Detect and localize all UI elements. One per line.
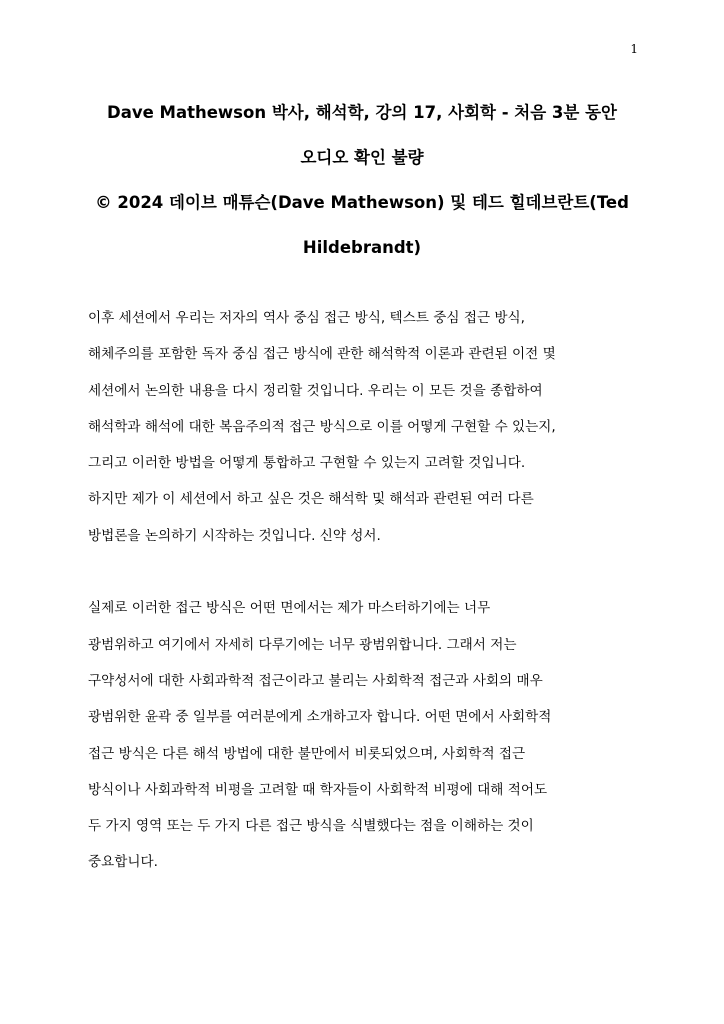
title-line: 오디오 확인 불량 xyxy=(300,148,424,167)
title-line: © 2024 데이브 매튜슨(Dave Mathewson) 및 테드 힐데브란트(Ted xyxy=(95,193,629,212)
page-number: 1 xyxy=(630,42,638,56)
paragraph-gap xyxy=(88,554,648,590)
document-title xyxy=(78,90,646,270)
text-line: 두 가지 영역 또는 두 가지 다른 접근 방식을 식별했다는 점을 이해하는 것이 xyxy=(88,818,534,835)
text-line: 방식이나 사회과학적 비평을 고려할 때 학자들이 사회학적 비평에 대해 적어도 xyxy=(88,781,548,798)
text-line: 중요합니다. xyxy=(88,854,158,871)
text-line: 구약성서에 대한 사회과학적 접근이라고 불리는 사회학적 접근과 사회의 매우 xyxy=(88,672,543,689)
paragraph-2 xyxy=(88,590,648,880)
text-line: 광범위하고 여기에서 자세히 다루기에는 너무 광범위합니다. 그래서 저는 xyxy=(88,636,517,653)
text-line: 해체주의를 포함한 독자 중심 접근 방식에 관한 해석학적 이론과 관련된 이전 몇 xyxy=(88,346,556,363)
text-line: 이후 세션에서 우리는 저자의 역사 중심 접근 방식, 텍스트 중심 접근 방식, xyxy=(88,310,525,326)
title-line: Hildebrandt) xyxy=(302,238,422,257)
text-line: 세션에서 논의한 내용을 다시 정리할 것입니다. 우리는 이 모든 것을 종합하여 xyxy=(88,382,543,399)
text-line: 광범위한 윤곽 중 일부를 여러분에게 소개하고자 합니다. 어떤 면에서 사회학적 xyxy=(88,709,552,726)
text-line: 접근 방식은 다른 해석 방법에 대한 불만에서 비롯되었으며, 사회학적 접근 xyxy=(88,745,526,762)
text-line: 실제로 이러한 접근 방식은 어떤 면에서는 제가 마스터하기에는 너무 xyxy=(88,600,491,617)
text-line: 그리고 이러한 방법을 어떻게 통합하고 구현할 수 있는지 고려할 것입니다. xyxy=(88,455,526,472)
paragraph-1 xyxy=(88,300,648,554)
text-line: 방법론을 논의하기 시작하는 것입니다. 신약 성서. xyxy=(88,527,381,544)
text-line: 하지만 제가 이 세션에서 하고 싶은 것은 해석학 및 해석과 관련된 여러 다른 xyxy=(88,491,534,508)
document-body xyxy=(88,300,648,881)
title-line: Dave Mathewson 박사, 해석학, 강의 17, 사회학 - 처음 3분 동안 xyxy=(107,103,617,122)
text-line: 해석학과 해석에 대한 복음주의적 접근 방식으로 이를 어떻게 구현할 수 있는지, xyxy=(88,418,556,435)
